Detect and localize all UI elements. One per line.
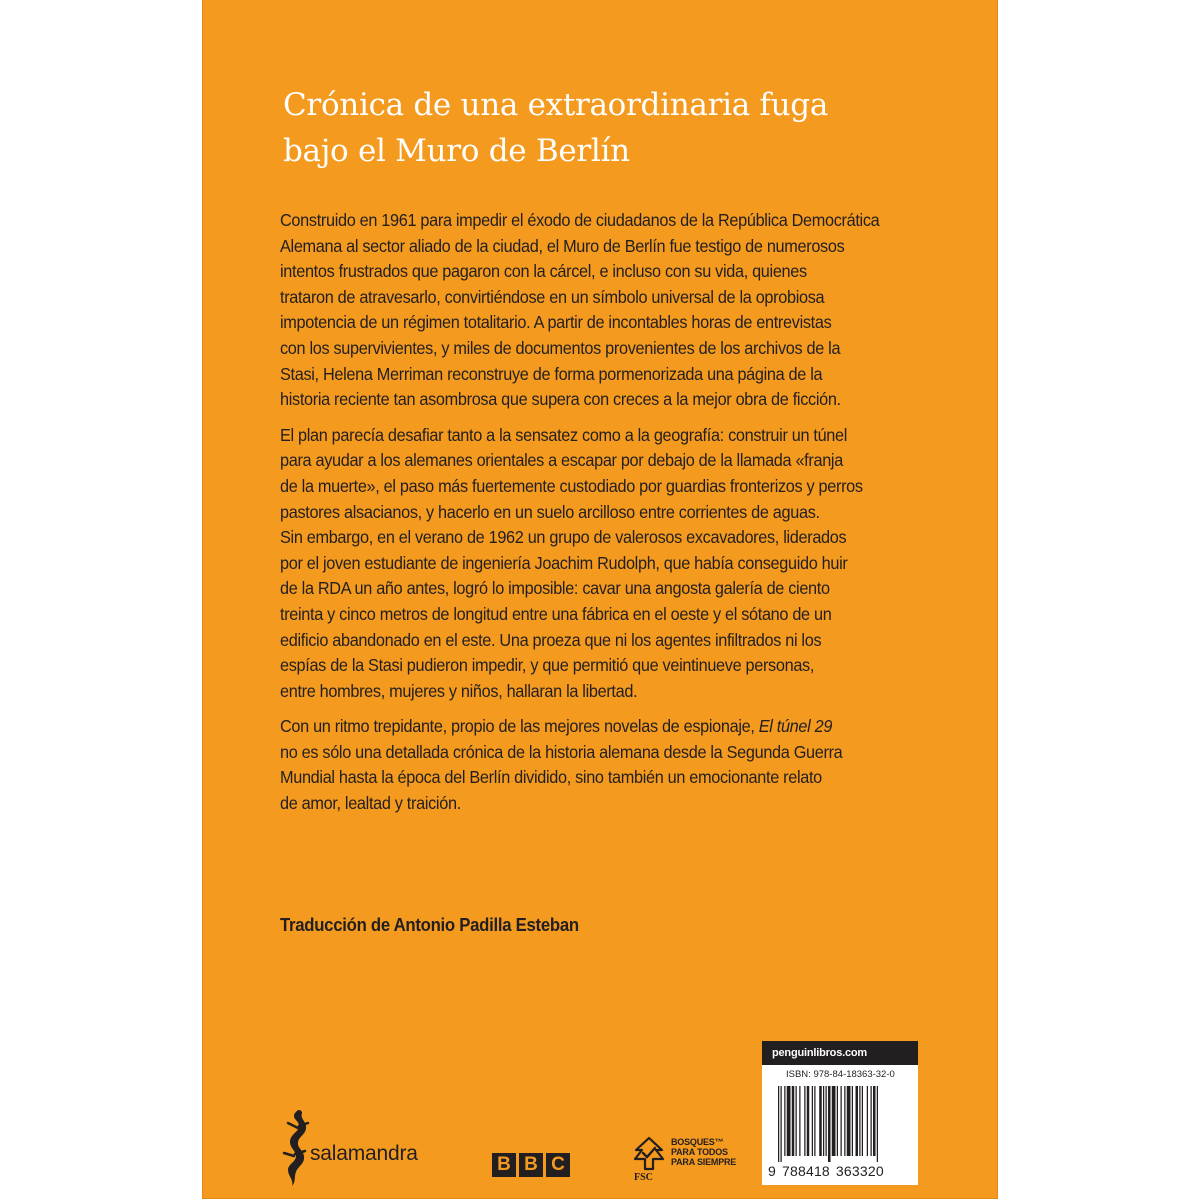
barcode-bar	[871, 1086, 872, 1156]
blurb-line: no es sólo una detallada crónica de la historia alemana desde la Segunda Guerra	[280, 741, 843, 762]
barcode-bar	[826, 1086, 827, 1156]
barcode-bar	[873, 1086, 876, 1156]
barcode-block	[762, 1041, 918, 1185]
blurb-line: Stasi, Helena Merriman reconstruye de forma pormenorizada una página de la	[280, 363, 823, 384]
barcode-bar	[823, 1086, 824, 1156]
translator-credit: Traducción de Antonio Padilla Esteban	[280, 915, 579, 935]
publisher-logo	[272, 1106, 442, 1188]
blurb-line: treinta y cinco metros de longitud entre una fábrica en el oeste y el sótano de un	[280, 603, 832, 624]
barcode-bar	[832, 1086, 836, 1156]
bbc-letter: B	[492, 1153, 516, 1177]
barcode-bar	[792, 1086, 795, 1156]
barcode-bar	[852, 1086, 853, 1156]
barcode-bar	[784, 1086, 785, 1156]
barcode-bar	[844, 1086, 845, 1156]
blurb-paragraph-3	[280, 714, 875, 816]
barcode-bar	[799, 1086, 800, 1156]
barcode-bar	[819, 1086, 822, 1156]
barcode-digits	[768, 1163, 913, 1179]
barcode-bar	[862, 1086, 863, 1156]
barcode-bar	[847, 1086, 851, 1156]
barcode-digit-group: 788418	[782, 1163, 830, 1179]
fsc-motto	[671, 1137, 736, 1167]
blurb-line: Mundial hasta la época del Berlín dividido, sino también un emocionante relato	[280, 767, 822, 788]
barcode-panel	[762, 1065, 918, 1185]
blurb-line: espías de la Stasi pudieron impedir, y que permitió que veintinueve personas,	[280, 655, 815, 676]
barcode-bar	[814, 1086, 815, 1156]
blurb-line: pastores alsacianos, y hacerlo en un suelo arcilloso entre corrientes de aguas.	[280, 501, 820, 522]
blurb-line: para ayudar a los alemanes orientales a escapar por debajo de la llamada «franja	[280, 450, 843, 471]
blurb-line: con los supervivientes, y miles de documentos provenientes de los archivos de la	[280, 337, 841, 358]
barcode-bars	[778, 1086, 910, 1162]
fsc-logo	[632, 1136, 752, 1186]
barcode-bar	[859, 1086, 860, 1156]
barcode-bar	[796, 1086, 797, 1156]
tagline	[283, 82, 923, 174]
blurb	[280, 208, 880, 817]
fsc-motto-line: PARA TODOS	[671, 1147, 728, 1157]
barcode-bar	[841, 1086, 842, 1156]
blurb-line: edificio abandonado en el este. Una proeza que ni los agentes infiltrados ni los	[280, 629, 822, 650]
barcode-bar	[856, 1086, 859, 1156]
barcode-bar	[778, 1086, 779, 1162]
barcode-bar	[804, 1086, 805, 1156]
blurb-line: intentos frustrados que pagaron con la cárcel, e incluso con su vida, quienes	[280, 261, 807, 282]
tree-check-icon	[632, 1136, 666, 1172]
blurb-line: El plan parecía desafiar tanto a la sensatez como a la geografía: construir un túnel	[280, 424, 848, 445]
tagline-line-2: bajo el Muro de Berlín	[283, 133, 630, 169]
blurb-paragraph-2	[280, 423, 875, 705]
blurb-line	[280, 714, 875, 740]
blurb-line: de amor, lealtad y traición.	[280, 793, 461, 814]
barcode-bar	[837, 1086, 838, 1156]
tagline-line-1: Crónica de una extraordinaria fuga	[283, 87, 829, 123]
blurb-line: historia reciente tan asombrosa que supera con creces a la mejor obra de ficción.	[280, 389, 841, 410]
blurb-line-prefix: Con un ritmo trepidante, propio de las mejores novelas de espionaje,	[280, 716, 759, 737]
fsc-motto-line: PARA SIEMPRE	[671, 1157, 737, 1167]
blurb-line: Sin embargo, en el verano de 1962 un grupo de valerosos excavadores, liderados	[280, 527, 847, 548]
bbc-logo	[492, 1153, 570, 1177]
book-title: El túnel 29	[758, 716, 833, 737]
publisher-website: penguinlibros.com	[762, 1041, 918, 1065]
barcode-bar	[787, 1086, 791, 1156]
isbn-text: ISBN: 978-84-18363-32-0	[786, 1069, 895, 1080]
fsc-label: FSC	[634, 1172, 653, 1183]
barcode-bar	[781, 1086, 782, 1162]
barcode-bar	[867, 1086, 868, 1156]
barcode-digit-group: 9	[768, 1163, 776, 1179]
blurb-line: de la muerte», el paso más fuertemente custodiado por guardias fronterizos y perros	[280, 475, 863, 496]
blurb-line: trataron de atravesarlo, convirtiéndose en un símbolo universal de la oprobiosa	[280, 286, 825, 307]
bbc-letter: C	[546, 1153, 570, 1177]
barcode-bar	[877, 1086, 878, 1162]
publisher-name: salamandra	[310, 1142, 418, 1165]
blurb-line: por el joven estudiante de ingeniería Joachim Rudolph, que había conseguido huir	[280, 552, 848, 573]
blurb-line: Construido en 1961 para impedir el éxodo de ciudadanos de la República Democrática	[280, 210, 880, 230]
blurb-line: de la RDA un año antes, logró lo imposible: cavar una angosta galería de ciento	[280, 578, 830, 599]
barcode-bar	[828, 1086, 831, 1162]
barcode-bar	[812, 1086, 813, 1156]
fsc-motto-line: BOSQUES™	[671, 1137, 724, 1147]
blurb-line: Alemana al sector aliado de la ciudad, el Muro de Berlín fue testigo de numerosos	[280, 235, 845, 256]
blurb-line: impotencia de un régimen totalitario. A partir de incontables horas de entrevistas	[280, 312, 832, 333]
blurb-paragraph-1	[280, 208, 880, 413]
blurb-line: entre hombres, mujeres y niños, hallaran la libertad.	[280, 680, 638, 701]
bbc-letter: B	[519, 1153, 543, 1177]
barcode-bar	[807, 1086, 810, 1156]
barcode-digit-group: 363320	[835, 1163, 884, 1179]
